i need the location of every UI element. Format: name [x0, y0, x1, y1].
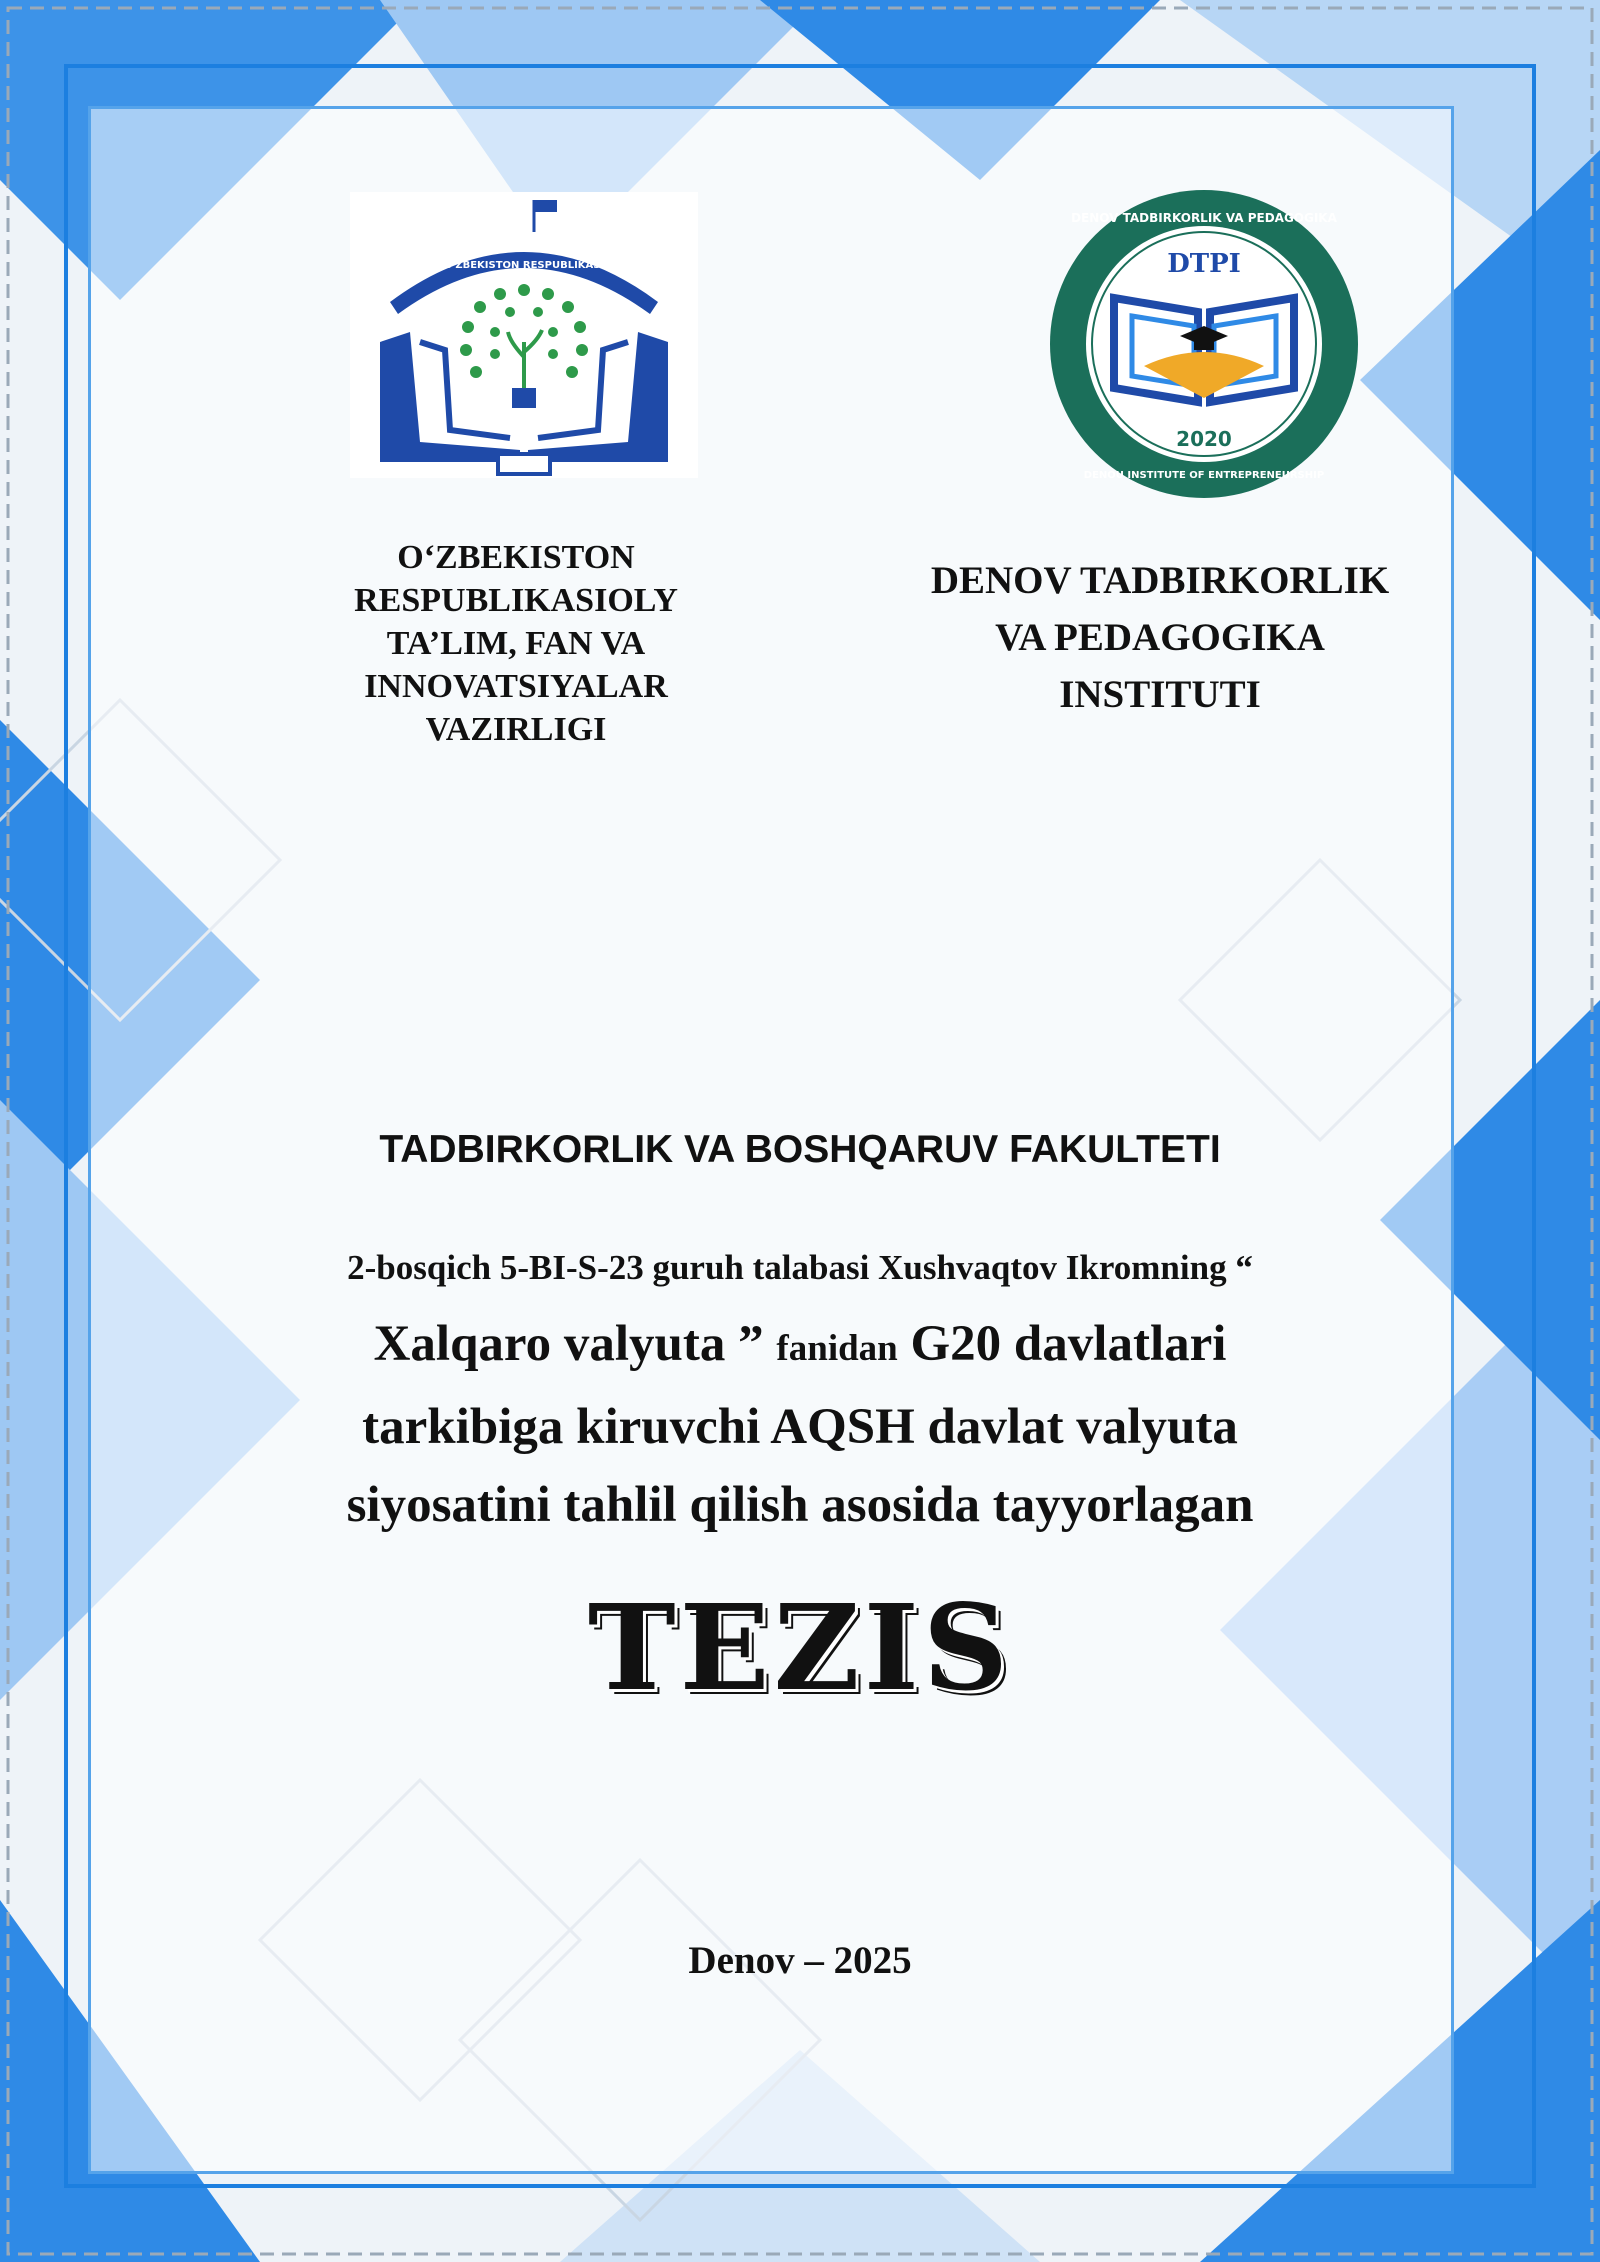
dtpi-year: 2020	[1176, 427, 1232, 451]
ministry-name	[318, 536, 714, 751]
institute-name-line: INSTITUTI	[1059, 673, 1261, 716]
faculty-name: TADBIRKORLIK VA BOSHQARUV FAKULTETI	[379, 1128, 1221, 1171]
svg-text:DENOV TADBIRKORLIK VA PEDAGOGI: DENOV TADBIRKORLIK VA PEDAGOGIKA	[1071, 211, 1337, 225]
ministry-name-line: TA’LIM, FAN VA	[386, 625, 646, 662]
document-type-title: TEZIS	[587, 1578, 1013, 1717]
institute-name-line: VA PEDAGOGIKA	[995, 616, 1325, 659]
ministry-name-line: O‘ZBEKISTON	[397, 539, 635, 576]
institute-name	[880, 552, 1440, 723]
ministry-name-line: VAZIRLIGI	[425, 711, 607, 748]
svg-text:O'ZBEKISTON RESPUBLIKASI: O'ZBEKISTON RESPUBLIKASI	[443, 260, 605, 271]
topic-line-1	[140, 1305, 1460, 1388]
dtpi-abbr: DTPI	[1167, 249, 1241, 279]
topic-title	[140, 1305, 1460, 1544]
student-line: 2-bosqich 5-BI-S-23 guruh talabasi Xushvaqtov Ikromning “	[347, 1248, 1253, 1287]
svg-text:DENOU INSTITUTE OF ENTREPRENEU: DENOU INSTITUTE OF ENTREPRENEURSHIP	[1083, 470, 1325, 481]
topic-line-2: tarkibiga kiruvchi AQSH davlat valyuta	[362, 1399, 1238, 1455]
ministry-name-line: INNOVATSIYALAR	[364, 668, 668, 705]
dtpi-logo	[1048, 188, 1360, 500]
ministry-name-line: RESPUBLIKASIOLY	[354, 582, 678, 619]
topic-line-3: siyosatini tahlil qilish asosida tayyorlagan	[346, 1477, 1254, 1533]
topic-fanidan: fanidan	[776, 1328, 898, 1369]
topic-course-name: Xalqaro valyuta ”	[373, 1316, 764, 1372]
ministry-logo	[350, 192, 698, 478]
topic-g20: G20 davlatlari	[910, 1316, 1227, 1372]
institute-name-line: DENOV TADBIRKORLIK	[930, 559, 1390, 602]
place-year: Denov – 2025	[688, 1939, 912, 1982]
